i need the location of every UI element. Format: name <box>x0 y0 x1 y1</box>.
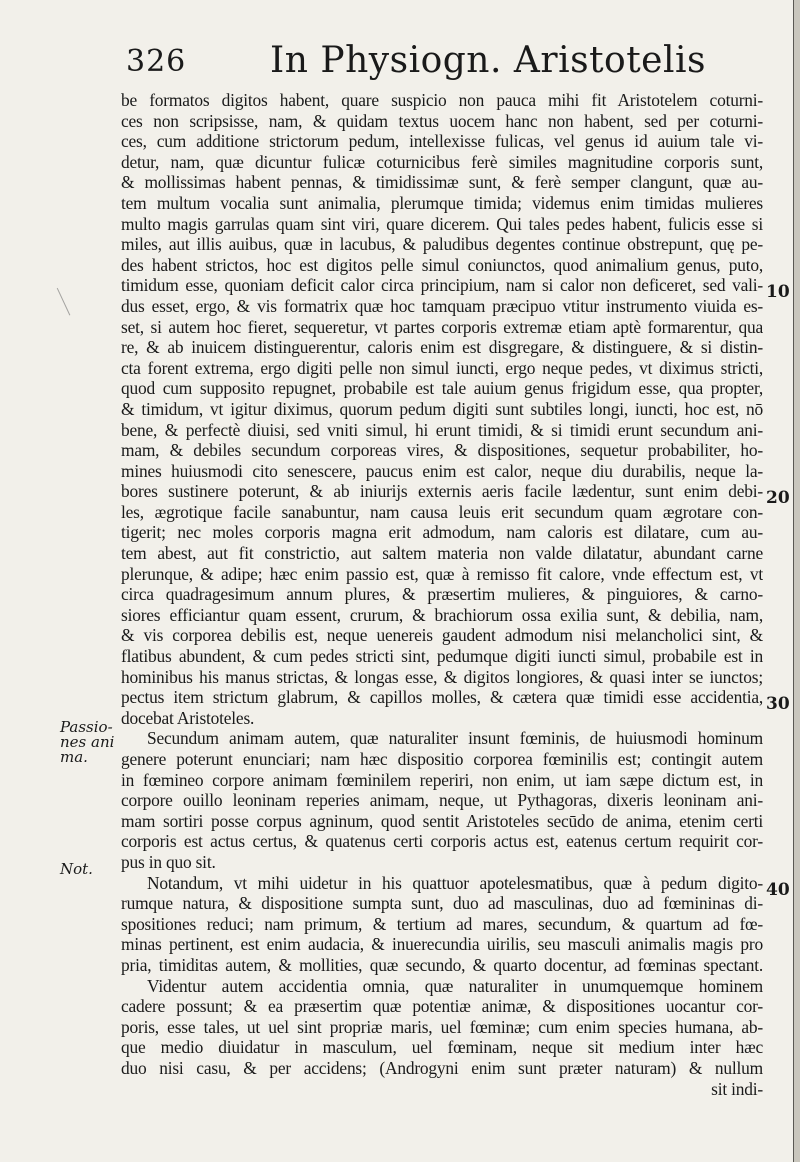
text-line: quod cum supposito repugnet, probabile est tale auium genus frigidum esse, qua propter, <box>121 378 763 399</box>
text-line: pria, timiditas autem, & mollities, quæ secundo, & quarto docentur, ad fœminas spectant. <box>121 954 763 975</box>
text-line: docebat Aristoteles. <box>121 707 255 728</box>
text-line: que medio diuidatur in masculum, uel fœminam, neque sit medium inter hæc <box>121 1037 763 1058</box>
text-line: timidum esse, quoniam deficit calor circa principium, nam si calor non deficeret, sed vali- <box>121 275 763 296</box>
text-line: flatibus abundent, & cum pedes stricti sint, pedumque digiti iuncti simul, probabile est in <box>121 646 763 667</box>
running-title: In Physiogn. Aristotelis <box>270 40 706 81</box>
text-line: les, ægrotique facile sanabuntur, nam causa leuis erit secundum quam ægrotare con- <box>121 501 763 522</box>
text-line: circa quadragesimum annum plures, & præsertim mulieres, & pinguiores, & carno- <box>121 584 763 605</box>
ink-mark <box>57 279 91 316</box>
text-line: plerunque, & adipe; hæc enim passio est, quæ à remisso fit calore, vnde effectum est, vt <box>121 563 763 584</box>
text-line: minas pertinent, est enim audacia, & inuerecundia uirilis, seu masculi animalis magis pro <box>121 934 763 955</box>
text-line: ces, cum additione strictorum pedum, intellexisse fulicas, vel genus id auium tale vi- <box>121 131 763 152</box>
text-line: genere poterunt enunciari; nam hæc dispositio corporea fœminilis est; contingit autem <box>121 749 763 769</box>
paragraph-start-line: Videntur autem accidentia omnia, quæ naturaliter in unumquemque hominem <box>147 975 763 996</box>
text-line: corporis est actus certus, & quatenus certi corporis actus est, eatenus certum requirit cor- <box>121 831 763 852</box>
text-line: & mollissimas habent pennas, & timidissimæ sunt, & ferè semper clangunt, quæ au- <box>121 172 763 193</box>
text-line: tem multum vocalia sunt animalia, plerumque timida; videmus enim timidas mulieres <box>121 192 763 213</box>
text-line: mam sortiri posse corpus agninum, quod sentit Aristoteles secūdo de anima, etenim certi <box>121 810 763 831</box>
text-line: cadere possunt; & ea præsertim quæ potentiæ animæ, & dispositiones uocantur cor- <box>121 996 763 1017</box>
paragraph-start-line: Secundum animam autem, quæ naturaliter insunt fœminis, de huiusmodi hominum <box>147 728 763 749</box>
text-line: cta forent extrema, ergo digiti pelle non simul iuncti, ergo neque pedes, vt diximus stricti, <box>121 357 763 378</box>
line-number-20: 20 <box>766 488 790 508</box>
text-line: miles, aut illis auibus, quæ in lacubus, & paludibus degentes continue obstrepunt, quę pe- <box>121 234 763 255</box>
margin-note-line: ma. <box>60 748 88 766</box>
text-line: multo magis garrulas quam sint viri, quare dicerem. Qui tales pedes habent, fulicis esse si <box>121 213 763 234</box>
text-line: & vis corporea debilis est, neque uenereis gaudent admodum nisi melancholici sint, & <box>121 625 763 646</box>
text-line: tem abest, aut fit constrictio, aut saltem materia non valde dilatatur, abundant carne <box>121 543 763 564</box>
text-line: bores sustinere poterunt, & ab iniurijs externis aeris facile lædentur, sunt enim debi- <box>121 481 763 502</box>
text-line: poris, esse tales, ut uel sint propriæ maris, uel fœminæ; cum enim species humana, ab- <box>121 1016 763 1037</box>
text-line: in fœmineo corpore animam fœminilem reperiri, non enim, ut iam sæpe dictum est, in <box>121 769 763 790</box>
page-edge <box>794 0 800 1162</box>
text-line: detur, nam, quæ dicuntur fulicæ coturnicibus ferè similes magnitudine corporis sunt, <box>121 151 763 172</box>
text-line: pus in quo sit. <box>121 851 216 872</box>
text-line: re, & ab inuicem distinguerentur, caloris enim est disgregare, & distinguere, & si distin- <box>121 337 763 358</box>
text-line: dus esset, ergo, & vis formatrix quæ hoc tamquam præcipuo vtitur instrumento viuida es- <box>121 295 763 316</box>
margin-note-line: nes ani <box>60 733 115 751</box>
text-line: pectus item strictum glabrum, & capillos molles, & cætera quæ timidi esse accidentia, <box>121 687 763 708</box>
text-line: & timidum, vt igitur diximus, quorum pedum digiti sunt subtiles longi, iuncti, hoc est, nō <box>121 398 763 419</box>
text-line: tigerit; nec moles corporis magna erit admodum, nam caloris est dilatare, cum au- <box>121 522 763 543</box>
page-number: 326 <box>126 44 187 79</box>
text-line: siores efficiantur quam essent, crurum, & brachiorum ossa exilia sunt, & debilia, nam, <box>121 604 763 625</box>
margin-note-line: Passio- <box>60 718 113 736</box>
text-line: duo nisi casu, & per accidens; (Androgyni enim sunt præter naturam) & nullum <box>121 1057 763 1078</box>
text-line: ces non scripsisse, nam, & quidam textus uocem hanc non habent, sed per coturni- <box>121 110 763 131</box>
line-number-30: 30 <box>766 694 790 714</box>
line-number-40: 40 <box>766 880 790 900</box>
text-line: bene, & perfectè diuisi, sed vniti simul, hi erunt timidi, & si timidi erunt secundum ani- <box>121 419 763 440</box>
margin-note-passiones <box>60 720 118 765</box>
text-line: set, si autem hoc fieret, sequeretur, vt partes corporis extremæ etiam aptè formarentur, qua <box>121 316 763 337</box>
text-line: des habent strictos, hoc est digitos pelle simul coniunctos, quod animalium genus, puto, <box>121 254 763 275</box>
text-line: be formatos digitos habent, quare suspicio non pauca mihi fit Aristotelem coturni- <box>121 90 763 110</box>
text-line: mines huiusmodi cito senescere, paucus enim est calor, neque diu durabilis, neque la- <box>121 460 763 481</box>
text-line: rumque natura, & dispositione sumpta sunt, duo ad masculinas, duo ad fœmininas di- <box>121 893 763 914</box>
text-line: mam, & debiles secundum corporeas vires, & dispositiones, sequetur probabiliter, ho- <box>121 440 763 461</box>
page-header <box>122 40 762 88</box>
text-line: corpore ouillo leoninam reperies animam, neque, ut Pythagoras, dixeris leoninam ani- <box>121 790 763 811</box>
text-line: spositiones reduci; nam primum, & tertium ad mares, secundum, & quartum ad fœ- <box>121 913 763 934</box>
catchword-line: sit indi- <box>711 1078 763 1099</box>
margin-note-not: Not. <box>60 860 93 878</box>
body-text <box>121 90 763 1099</box>
paragraph-start-line: Notandum, vt mihi uidetur in his quattuor apotelesmatibus, quæ à pedum digito- <box>147 872 763 893</box>
line-number-10: 10 <box>766 282 790 302</box>
text-line: hominibus his manus strictas, & longas esse, & digitos longiores, & quasi inter se iunctos; <box>121 666 763 687</box>
